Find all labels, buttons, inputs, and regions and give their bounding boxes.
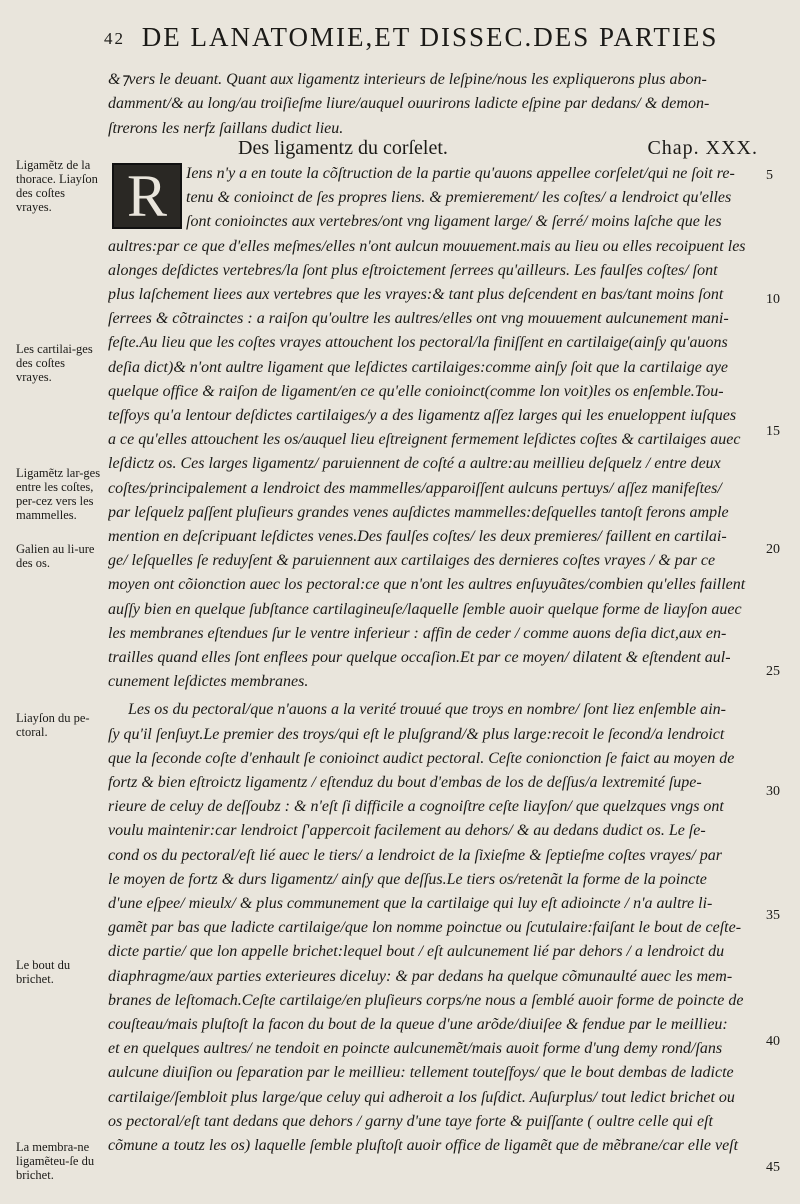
text-line: os pectoral/eſt tant dedans que dehors / garny d'une taye forte & puiſſante ( oultre celle qui eſt	[108, 1112, 713, 1130]
text-line: ſont conioinctes aux vertebres/ont vng ligament large/ & ſerré/ moins laſche que les	[186, 213, 722, 231]
margin-note: Ligamẽtz de la thorace. Liayſon des coſtes vrayes.	[16, 158, 98, 214]
drop-cap-initial: R	[112, 163, 182, 229]
text-line: ge/ leſquelles ſe reduyſent & paruiennent aux cartilaiges des dernieres coſtes vrayes / & par ce	[108, 552, 716, 570]
text-line: alonges deſdictes vertebres/la ſont plus eſtroictement ſerrees qu'ailleurs. Les faulſes coſtes/ ſont	[108, 261, 718, 279]
text-line: branes de leſtomach.Ceſte cartilaige/en pluſieurs corps/ne nous a ſemblé auoir forme de poincte de	[108, 991, 744, 1009]
text-line: d'une eſpee/ mieulx/ & plus communement que la cartilaige qui luy eſt adioincte / n'a aultre li-	[108, 895, 713, 912]
text-line: couſteau/mais pluſtoſt la facon du bout de la queue d'une arõde/diuiſee & fendue par le meillieu:	[108, 1016, 728, 1033]
margin-note: Les cartilai-ges des coſtes vrayes.	[16, 342, 93, 384]
text-line: &⁊vers le deuant. Quant aux ligamentz interieurs de leſpine/nous les expliquerons plus abon-	[108, 71, 707, 88]
text-line: leſdictz os. Ces larges ligamentz/ paruiennent de coſté a aultre:au meillieu deſquelz / entre deux	[108, 455, 721, 473]
text-line: feſte.Au lieu que les coſtes vrayes attouchent los pectoral/la finiſſent en cartilaige(ainſy qu'auons	[108, 334, 728, 352]
text-line: mention en deſcripuant leſdictes venes.Des faulſes coſtes/ les deux premieres/ faillent en cartilai-	[108, 528, 727, 545]
text-line: diaphragme/aux parties exterieures diceluy: & par dedans ha quelque cõmunaulté auec les mem-	[108, 967, 733, 985]
margin-note: Liayſon du pe-ctoral.	[16, 711, 90, 739]
chapter-heading	[238, 137, 758, 163]
line-number: 45	[766, 1160, 780, 1175]
margin-note: Ligamẽtz lar-ges entre les coſtes, per-cez vers les mammelles.	[16, 466, 101, 522]
text-line: trailles quand elles ſont enflees pour quelque occaſion.Et par ce moyen/ dilatent & eſtendent aul-	[108, 649, 731, 666]
text-line: deſia dict)& n'ont aultre ligament que leſdictes cartilaiges:comme ainſy ſoit que la cartilaige aye	[108, 358, 729, 376]
text-line: moyen ont cõionction auec los pectoral:ce que n'ont les aultres enſuyuãtes/combien qu'elles faillent	[108, 576, 746, 594]
line-number: 35	[766, 908, 780, 923]
running-header	[104, 22, 764, 58]
text-line: plus laſchement liees aux vertebres que les vrayes:& tant plus deſcendent en bas/tant moins ſont	[108, 286, 724, 303]
text-line: le moyen de fortz & durs ligamentz/ ainſy que deſſus.Le tiers os/retenãt la forme de la poincte	[108, 870, 707, 888]
text-line: aultres:par ce que d'elles meſmes/elles n'ont aulcun mouuement.mais au lieu ou elles recoipuent les	[108, 237, 746, 255]
text-line: coſtes/principalement a lendroict des mammelles/apparoiſſent aulcuns pertuys/ aſſez manifeſtes/	[108, 479, 722, 497]
text-line: aulcune diuiſion ou ſeparation par le meillieu: tellement touteſfoys/ que le bout dembas de ladicte	[108, 1064, 734, 1082]
text-line: quelque office & raiſon de ligament/en ce qu'elle conioinct(comme lon voit)les os enſemble.Tou-	[108, 382, 724, 400]
text-line: cunement leſdictes membranes.	[108, 673, 309, 691]
text-line: auſſy bien en quelque ſubſtance cartilagineuſe/laquelle ſemble auoir quelque forme de liayſon auec	[108, 600, 742, 618]
text-line: cartilaige/ſembloit plus large/que celuy qui adheroit a los ſuſdict. Auſurplus/ tout ledict brichet ou	[108, 1088, 735, 1106]
margin-note: Galien au li-ure des os.	[16, 542, 95, 570]
running-title: DE LANATOMIE,ET DISSEC.DES PARTIES	[141, 22, 719, 52]
text-line: ſerrees & cõtrainctes : a raiſon qu'oultre les aultres/elles ont vng mouuement aulcunement mani-	[108, 310, 729, 328]
text-line: Les os du pectoral/que n'auons a la verité trouué que troys en nombre/ ſont liez enſemble ain-	[128, 701, 726, 719]
chapter-title: Des ligamentz du corſelet.	[238, 137, 448, 159]
line-number: 20	[766, 542, 780, 557]
text-line: cõmune a toutz les os) laquelle ſemble pluſtoſt auoir office de ligamẽt que de mẽbrane/car elle veſt	[108, 1137, 739, 1154]
text-line: a ce qu'elles attouchent les os/auquel lieu eſtreignent fermement leſdictes coſtes & cartilaiges auec	[108, 431, 741, 449]
text-line: gamẽt par bas que ladicte cartilaige/que lon nomme poinctue ou ſcutulaire:faiſant le bout de ceſte-	[108, 919, 742, 937]
chapter-label: Chap. XXX.	[647, 137, 758, 159]
line-number: 5	[766, 168, 773, 183]
line-number: 30	[766, 784, 780, 799]
text-line: teſfoys qu'a lentour deſdictes cartilaiges/y a des ligamentz aſſez larges qui les enueloppent iuſques	[108, 407, 737, 424]
text-line: fortz & bien eſtroictz ligamentz / eſtenduz du bout d'embas de los de deſſus/a lextremité ſupe-	[108, 774, 702, 791]
line-number: 25	[766, 664, 780, 679]
text-line: tenu & conioinct de ſes propres liens. & premierement/ les coſtes/ a lendroict qu'elles	[186, 189, 732, 207]
page-number: 42	[104, 29, 125, 48]
text-line: que la ſeconde coſte d'enhault ſe conioinct audict pectoral. Ceſte conionction ſe faict au moyen de	[108, 749, 735, 767]
margin-note: La membra-ne ligamẽteu-ſe du brichet.	[16, 1140, 95, 1182]
line-number: 15	[766, 424, 780, 439]
line-number: 10	[766, 292, 780, 307]
text-line: rieure de celuy de deſſoubz : & n'eſt ſi difficile a cognoiſtre ceſte liayſon/ que quelzques vngs ont	[108, 798, 724, 816]
text-line: par leſquelz paſſent pluſieurs grandes venes auſdictes mammelles:deſquelles tantoſt ferons ample	[108, 503, 729, 521]
text-line: et en quelques aultres/ ne tendoit en poincte aulcunemẽt/mais auoit forme d'ung demy rond/ſans	[108, 1040, 723, 1058]
text-line: ſtrerons les nerfz ſaillans dudict lieu.	[108, 120, 344, 137]
text-line: cond os du pectoral/eſt lié auec le tiers/ a lendroict de la ſixieſme & ſeptieſme coſtes vrayes/ par	[108, 846, 722, 864]
line-number: 40	[766, 1034, 780, 1049]
text-line: damment/& au long/au troiſieſme liure/auquel ouurirons ladicte eſpine par dedans/ & demon-	[108, 95, 710, 112]
text-line: dicte partie/ que lon appelle brichet:lequel bout / eſt aulcunement lié par dehors / a lendroict du	[108, 943, 725, 961]
text-line: ſy qu'il ſenſuyt.Le premier des troys/qui eſt le pluſgrand/& plus large:recoit le ſecond/a lendroict	[108, 725, 725, 743]
text-line: voulu maintenir:car lendroict ſ'appercoit facilement au dehors/ & au dedans dudict os. Le ſe-	[108, 822, 706, 840]
margin-note: Le bout du brichet.	[16, 958, 71, 986]
text-line: les membranes eſtendues ſur le ventre inferieur : affin de ceder / comme auons deſia dict,aux en-	[108, 624, 727, 642]
text-line: Iens n'y a en toute la cõſtruction de la partie qu'auons appellee corſelet/qui ne ſoit re-	[186, 165, 735, 182]
